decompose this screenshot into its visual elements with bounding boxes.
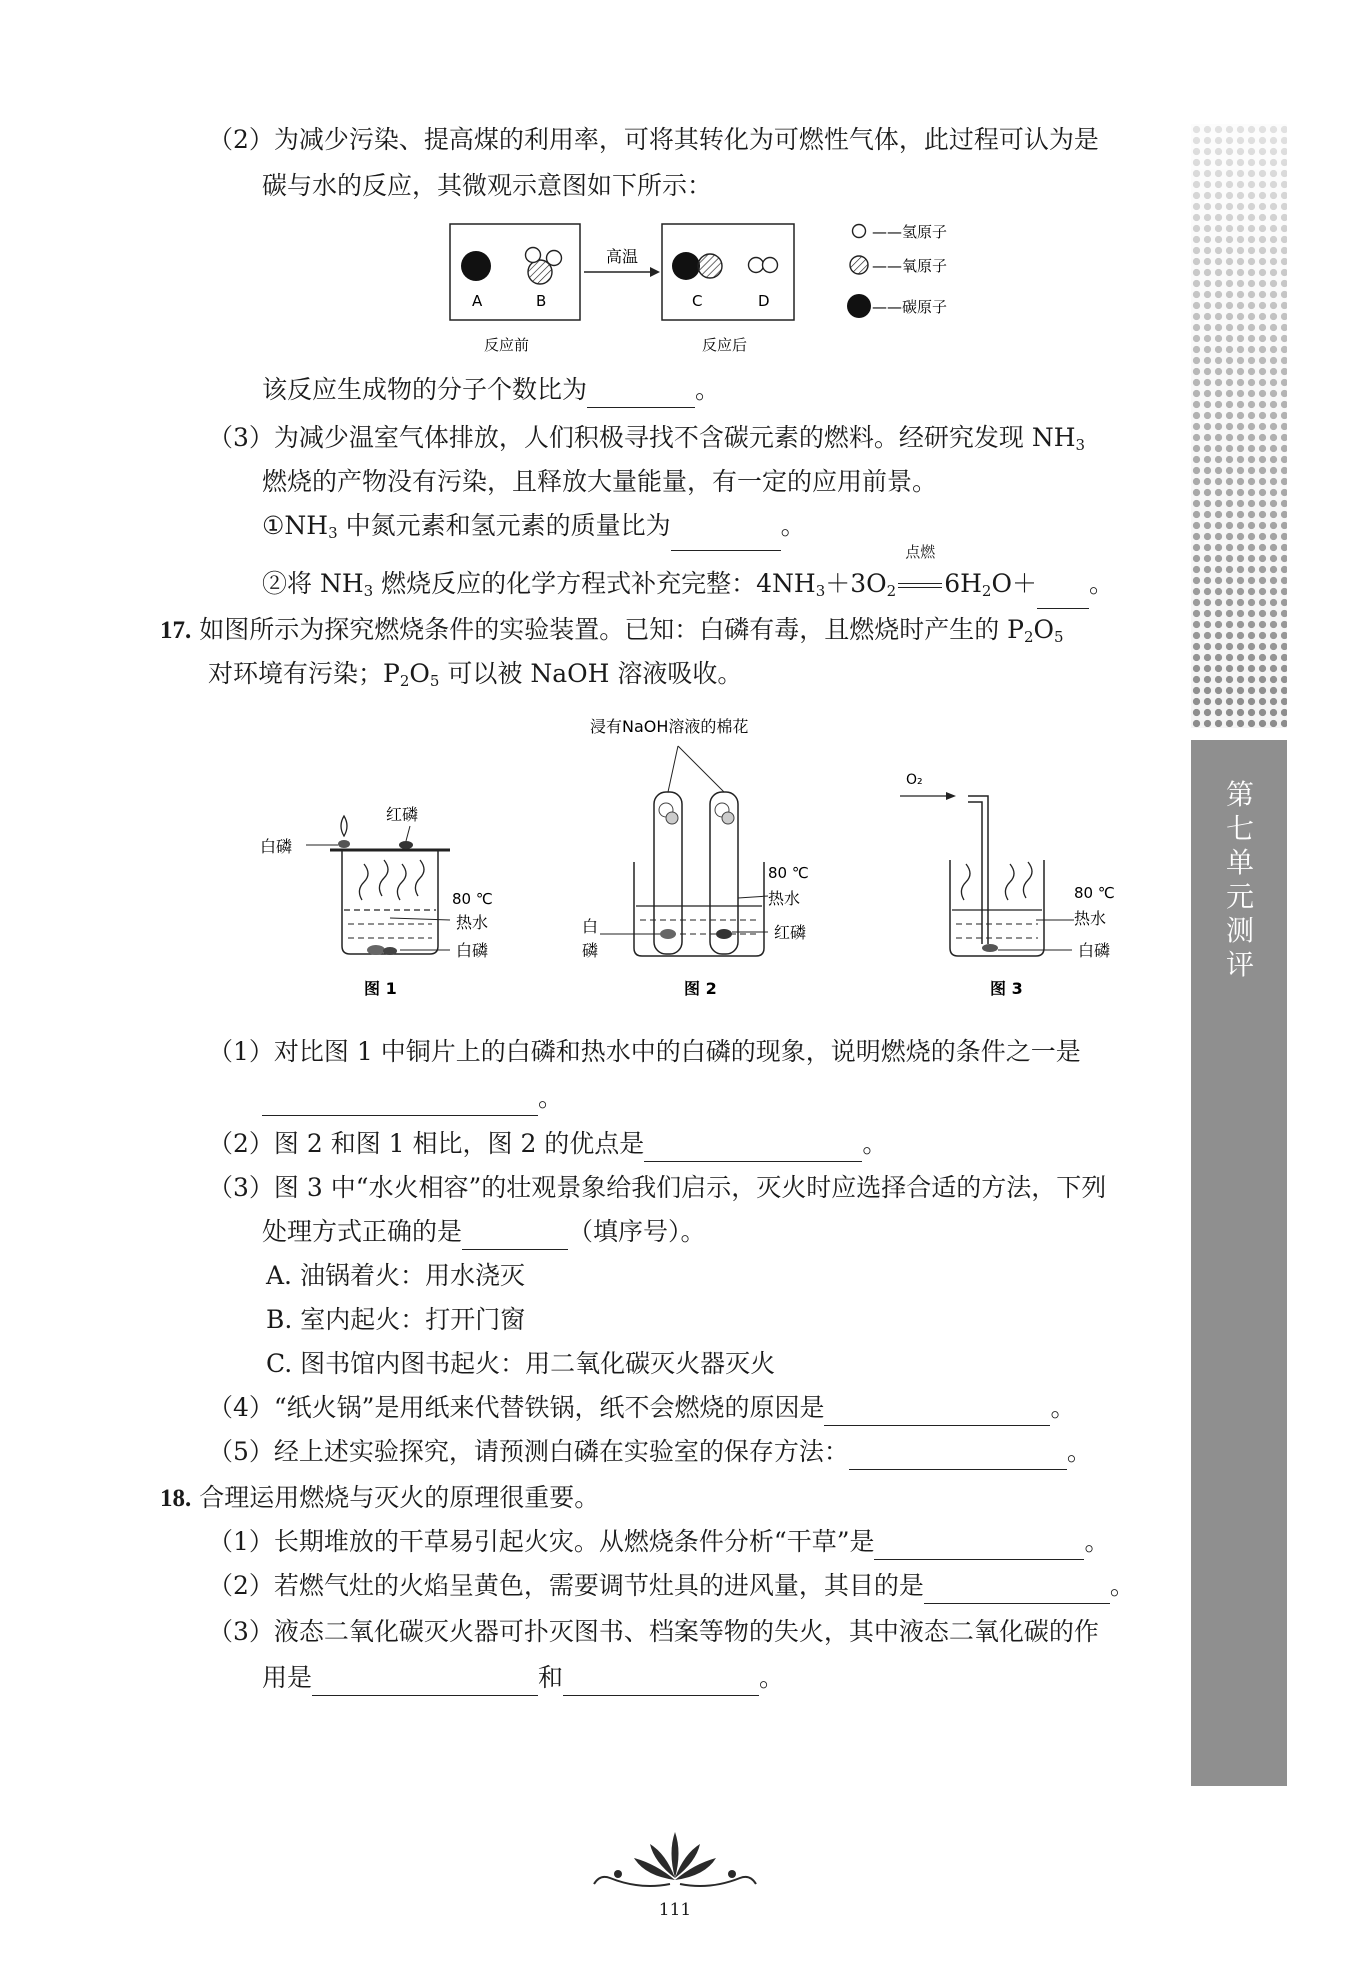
caption-before: 反应前: [484, 336, 530, 354]
fig2-label-hot-water: 热水: [768, 889, 801, 908]
legend-carbon: ——碳原子: [872, 298, 948, 316]
combustion-experiment-figures: [250, 710, 1130, 1010]
label-c: C: [692, 292, 703, 310]
q17-p1-line1: （1）对比图 1 中铜片上的白磷和热水中的白磷的现象，说明燃烧的条件之一是: [208, 1037, 1081, 1066]
fig2-label-temp: 80 ℃: [768, 864, 809, 882]
q17-option-b: B. 室内起火：打开门窗: [266, 1305, 526, 1334]
q17-p4: （4）“纸火锅”是用纸来代替铁锅，纸不会燃烧的原因是 。: [208, 1390, 1076, 1426]
oxygen-atom-c: [698, 254, 722, 278]
answer-blank[interactable]: [671, 524, 781, 551]
fig1-label-red-phosphorus: 红磷: [386, 805, 419, 824]
q17-p2: （2）图 2 和图 1 相比，图 2 的优点是 。: [208, 1126, 887, 1162]
carbon-atom-a: [461, 251, 491, 281]
fig1-label-white-phosphorus: 白磷: [456, 941, 489, 960]
question-number: 18.: [160, 1485, 192, 1512]
q18-p3-line1: （3）液态二氧化碳灭火器可扑灭图书、档案等物的失火，其中液态二氧化碳的作: [208, 1617, 1099, 1646]
fig1-label-temp: 80 ℃: [452, 890, 493, 908]
fig1-label-white-phosphorus-top: 白磷: [260, 837, 293, 856]
q18-stem: 18. 合理运用燃烧与灭火的原理很重要。: [160, 1483, 600, 1512]
legend-oxygen: ——氧原子: [872, 257, 948, 275]
answer-blank[interactable]: [824, 1399, 1050, 1426]
hydrogen-atom-d2: [763, 258, 778, 273]
footer-ornament: [590, 1822, 760, 1902]
answer-blank[interactable]: [924, 1577, 1110, 1604]
answer-blank[interactable]: [262, 1089, 538, 1116]
q16-p2-line1: （2）为减少污染、提高煤的利用率，可将其转化为可燃性气体，此过程可认为是: [208, 125, 1099, 154]
q16-p3-sub2: ②将 $NH_3$ 燃烧反应的化学方程式补充完整：$4NH_3+3O_2$ 点燃 $6H_2O+$ 。: [262, 566, 1114, 609]
answer-blank[interactable]: [587, 381, 695, 408]
arrow-label-high-temp: 高温: [606, 247, 639, 266]
answer-blank[interactable]: [563, 1669, 759, 1696]
fig2-caption: 图 2: [684, 979, 717, 998]
fig3-label-oxygen: O₂: [906, 772, 923, 788]
page-number: 111: [658, 1900, 692, 1920]
q17-p5: （5）经上述实验探究，请预测白磷在实验室的保存方法： 。: [208, 1434, 1092, 1470]
fig1-label-hot-water: 热水: [456, 913, 489, 932]
q16-p3-line1: （3）为减少温室气体排放，人们积极寻找不含碳元素的燃料。经研究发现 $NH_3$: [208, 423, 1086, 454]
q17-stem-line2: 对环境有污染；$P_2O_5$ 可以被 NaOH 溶液吸收。: [208, 659, 743, 690]
answer-blank[interactable]: [849, 1443, 1067, 1470]
q17-p1-line2: 。: [262, 1080, 563, 1116]
fig3-caption: 图 3: [990, 979, 1023, 998]
q18-p2: （2）若燃气灶的火焰呈黄色，需要调节灶具的进风量，其目的是 。: [208, 1568, 1135, 1604]
hydrogen-atom-b1: [526, 248, 541, 263]
legend-hydrogen: ——氢原子: [872, 223, 948, 241]
label-d: D: [758, 292, 770, 310]
cotton-label: 浸有NaOH溶液的棉花: [590, 717, 749, 736]
q16-p2-line2: 碳与水的反应，其微观示意图如下所示：: [262, 171, 713, 200]
answer-blank[interactable]: [1037, 582, 1089, 609]
q17-stem-line1: 17. 如图所示为探究燃烧条件的实验装置。已知：白磷有毒，且燃烧时产生的 $P_2O_5$: [160, 615, 1064, 646]
carbon-atom-c: [672, 252, 700, 280]
fig1-caption: 图 1: [364, 979, 397, 998]
section-label: 第 七 单 元 测 评: [1225, 778, 1254, 981]
caption-after: 反应后: [702, 336, 748, 354]
q16-p3-line2: 燃烧的产物没有污染，且释放大量能量，有一定的应用前景。: [262, 467, 938, 496]
label-a: A: [472, 292, 483, 310]
q16-p2-answer: 该反应生成物的分子个数比为 。: [262, 372, 720, 408]
answer-blank[interactable]: [312, 1669, 538, 1696]
answer-blank[interactable]: [874, 1533, 1084, 1560]
fig3-label-white-phosphorus: 白磷: [1078, 941, 1111, 960]
label-b: B: [536, 292, 547, 310]
fig2-label-white-1: 白: [582, 917, 599, 936]
q16-p3-sub1: $①NH_3$ 中氮元素和氢元素的质量比为 。: [262, 508, 806, 551]
q17-p3-line1: （3）图 3 中“水火相容”的壮观景象给我们启示，灭火时应选择合适的方法，下列: [208, 1173, 1107, 1202]
q18-p1: （1）长期堆放的干草易引起火灾。从燃烧条件分析“干草”是 。: [208, 1524, 1110, 1560]
fig2-label-red-phosphorus: 红磷: [774, 923, 807, 942]
fig3-label-hot-water: 热水: [1074, 909, 1107, 928]
hydrogen-atom-d1: [749, 258, 764, 273]
q17-option-a: A. 油锅着火：用水浇灭: [266, 1261, 525, 1290]
q17-p3-line2: 处理方式正确的是 （填序号）。: [262, 1214, 706, 1250]
question-number: 17.: [160, 617, 192, 644]
fig2-label-white-2: 磷: [582, 941, 599, 960]
sidebar-fade: [1191, 124, 1287, 728]
q18-p3-line2: 用是 和 。: [262, 1660, 784, 1696]
fig3-label-temp: 80 ℃: [1074, 884, 1115, 902]
hydrogen-atom-b2: [547, 251, 562, 266]
q17-option-c: C. 图书馆内图书起火：用二氧化碳灭火器灭火: [266, 1349, 776, 1378]
answer-blank[interactable]: [462, 1223, 568, 1250]
reaction-micro-diagram: [440, 218, 1000, 364]
answer-blank[interactable]: [644, 1135, 862, 1162]
